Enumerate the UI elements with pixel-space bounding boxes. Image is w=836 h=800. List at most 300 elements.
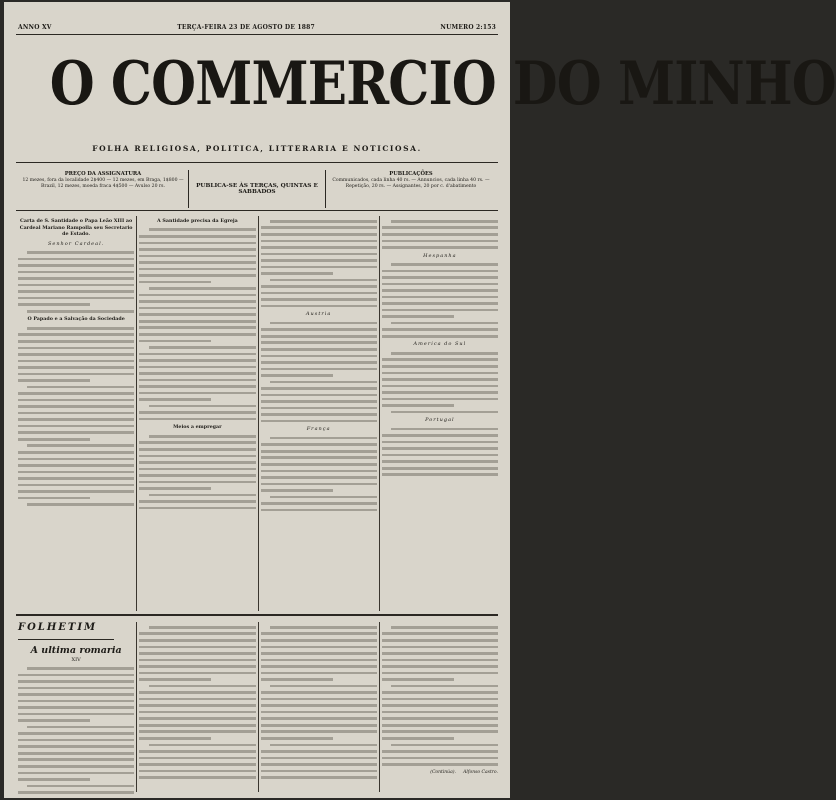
subscription-box xyxy=(18,170,188,208)
feuilleton-column-2 xyxy=(139,622,255,792)
text-line xyxy=(149,228,256,231)
text-line xyxy=(139,307,255,310)
text-line xyxy=(261,711,377,714)
column-1-text-2 xyxy=(18,327,134,506)
text-line xyxy=(149,685,256,688)
text-line xyxy=(270,220,377,223)
text-line xyxy=(261,502,377,505)
text-line xyxy=(139,268,255,271)
text-line xyxy=(18,418,134,421)
masthead-title: O COMMERCIO DO MINHO xyxy=(49,49,836,119)
header-rule-top xyxy=(16,34,498,35)
text-line xyxy=(18,765,134,768)
text-line xyxy=(270,685,377,688)
text-line xyxy=(261,272,333,275)
text-line xyxy=(261,737,333,740)
text-line xyxy=(261,476,377,479)
text-line xyxy=(261,361,377,364)
feuilleton-text-3 xyxy=(261,626,377,779)
feuilleton-columns xyxy=(18,622,498,792)
text-line xyxy=(391,626,498,629)
text-line xyxy=(18,680,134,683)
text-line xyxy=(261,678,333,681)
feuilleton-rule xyxy=(16,614,498,616)
text-line xyxy=(261,285,377,288)
feuilleton-chapter: XIV xyxy=(71,656,81,663)
text-line xyxy=(382,632,498,635)
text-line xyxy=(382,473,498,476)
text-line xyxy=(139,281,211,284)
text-line xyxy=(139,698,255,701)
text-line xyxy=(382,270,498,273)
publications-text: Communicados, cada linha 40 rs. — Annuncios, cada linha 40 rs. — Repetição, 20 rs. — Assignantes, 20 por c. d'abatimento xyxy=(332,178,490,189)
text-line xyxy=(139,294,255,297)
text-line xyxy=(18,290,134,293)
text-line xyxy=(139,652,255,655)
column-3-section-2: França xyxy=(306,426,331,433)
text-line xyxy=(382,737,454,740)
text-line xyxy=(261,253,377,256)
text-line xyxy=(18,360,134,363)
text-line xyxy=(382,698,498,701)
text-line xyxy=(382,724,498,727)
column-4-section-1: Hespanha xyxy=(423,252,457,259)
subscription-text: 12 mezes, fora da localidade 2$400 — 12 mezes, em Braga, 1$800 — Brazil, 12 mezes, moeda fraca 4$500 — Avulso 20 rs. xyxy=(22,178,184,189)
text-line xyxy=(139,757,255,760)
column-3-text-3 xyxy=(261,437,377,511)
text-line xyxy=(382,365,498,368)
text-line xyxy=(261,463,377,466)
text-line xyxy=(18,706,134,709)
text-line xyxy=(18,458,134,461)
text-line xyxy=(261,328,377,331)
text-line xyxy=(139,441,255,444)
text-line xyxy=(139,248,255,251)
text-line xyxy=(261,335,377,338)
text-line xyxy=(382,441,498,444)
text-line xyxy=(270,496,377,499)
top-line xyxy=(18,24,496,31)
text-line xyxy=(261,374,333,377)
text-line xyxy=(261,483,377,486)
text-line xyxy=(139,750,255,753)
text-line xyxy=(139,366,255,369)
issue-date: TERÇA-FEIRA 23 DE AGOSTO DE 1887 xyxy=(177,24,315,31)
text-line xyxy=(18,739,134,742)
text-line xyxy=(382,296,498,299)
text-line xyxy=(391,263,498,266)
text-line xyxy=(18,464,134,467)
text-line xyxy=(139,313,255,316)
text-line xyxy=(391,411,498,414)
text-line xyxy=(18,772,134,775)
text-line xyxy=(18,713,134,716)
text-line xyxy=(139,461,255,464)
text-line xyxy=(18,297,134,300)
text-line xyxy=(139,678,211,681)
text-line xyxy=(382,391,498,394)
text-line xyxy=(261,665,377,668)
text-line xyxy=(261,233,377,236)
text-line xyxy=(139,418,255,421)
text-line xyxy=(27,251,134,254)
text-line xyxy=(139,340,211,343)
text-line xyxy=(139,242,255,245)
text-line xyxy=(139,261,255,264)
text-line xyxy=(382,335,498,338)
text-line xyxy=(270,437,377,440)
text-line xyxy=(18,745,134,748)
text-line xyxy=(261,730,377,733)
text-line xyxy=(18,674,134,677)
publications-heading: PUBLICAÇÕES xyxy=(389,171,433,177)
text-line xyxy=(18,271,134,274)
feuilleton-column-1 xyxy=(18,622,134,792)
text-line xyxy=(261,420,377,423)
text-line xyxy=(391,744,498,747)
text-line xyxy=(139,398,211,401)
issue-number: NUMERO 2:153 xyxy=(440,24,496,31)
text-line xyxy=(139,507,255,510)
text-line xyxy=(139,737,211,740)
text-line xyxy=(139,691,255,694)
text-line xyxy=(139,474,255,477)
column-4-text-3 xyxy=(382,352,498,413)
text-line xyxy=(149,287,256,290)
text-line xyxy=(391,322,498,325)
text-line xyxy=(261,259,377,262)
feuilleton-column-3 xyxy=(261,622,377,792)
text-line xyxy=(139,326,255,329)
column-4-text-2 xyxy=(382,263,498,337)
text-line xyxy=(382,711,498,714)
column-4 xyxy=(382,216,498,611)
text-line xyxy=(18,258,134,261)
text-line xyxy=(382,283,498,286)
text-line xyxy=(18,700,134,703)
text-line xyxy=(382,404,454,407)
text-line xyxy=(18,490,134,493)
text-line xyxy=(139,359,255,362)
text-line xyxy=(18,451,134,454)
newspaper-page xyxy=(4,2,836,798)
text-line xyxy=(139,235,255,238)
text-line xyxy=(261,348,377,351)
text-line xyxy=(261,757,377,760)
text-line xyxy=(18,379,90,382)
text-line xyxy=(18,791,134,794)
column-4-text-4 xyxy=(382,428,498,476)
text-line xyxy=(261,456,377,459)
text-line xyxy=(261,355,377,358)
text-line xyxy=(382,672,498,675)
text-line xyxy=(261,450,377,453)
text-line xyxy=(149,405,256,408)
text-line xyxy=(18,392,134,395)
text-line xyxy=(18,693,134,696)
text-line xyxy=(18,366,134,369)
text-line xyxy=(18,732,134,735)
text-line xyxy=(18,264,134,267)
text-line xyxy=(261,691,377,694)
text-line xyxy=(382,328,498,331)
text-line xyxy=(139,320,255,323)
text-line xyxy=(391,685,498,688)
text-line xyxy=(18,752,134,755)
text-line xyxy=(391,428,498,431)
text-line xyxy=(261,672,377,675)
column-4-section-2: America do Sul xyxy=(413,341,467,348)
text-line xyxy=(382,704,498,707)
text-line xyxy=(261,226,377,229)
text-line xyxy=(139,724,255,727)
text-line xyxy=(382,665,498,668)
text-line xyxy=(382,717,498,720)
feuilleton-closing: (Continúa). xyxy=(430,769,456,775)
text-line xyxy=(18,471,134,474)
text-line xyxy=(382,454,498,457)
text-line xyxy=(261,776,377,779)
text-line xyxy=(382,730,498,733)
column-4-text xyxy=(382,220,498,249)
text-line xyxy=(139,481,255,484)
text-line xyxy=(391,352,498,355)
issue-year: ANNO XV xyxy=(18,24,52,31)
text-line xyxy=(261,763,377,766)
text-line xyxy=(261,394,377,397)
text-line xyxy=(382,691,498,694)
text-line xyxy=(382,226,498,229)
text-line xyxy=(27,503,134,506)
text-line xyxy=(382,639,498,642)
feuilleton-author: Alfonso Castro. xyxy=(463,769,498,775)
text-line xyxy=(261,632,377,635)
text-line xyxy=(18,284,134,287)
subscription-heading: PREÇO DA ASSIGNATURA xyxy=(64,171,142,177)
text-line xyxy=(149,346,256,349)
text-line xyxy=(261,407,377,410)
feuilleton-signature xyxy=(382,770,498,777)
text-line xyxy=(139,776,255,779)
text-line xyxy=(382,358,498,361)
text-line xyxy=(139,379,255,382)
text-line xyxy=(18,497,90,500)
text-line xyxy=(382,302,498,305)
text-line xyxy=(261,341,377,344)
text-line xyxy=(139,717,255,720)
column-2-headline: A Santidade precisa da Egreja xyxy=(157,218,238,224)
text-line xyxy=(261,704,377,707)
text-line xyxy=(139,632,255,635)
feuilleton-text-2 xyxy=(139,626,255,779)
column-2-text xyxy=(139,228,255,420)
text-line xyxy=(261,470,377,473)
text-line xyxy=(261,292,377,295)
text-line xyxy=(261,489,333,492)
text-line xyxy=(139,646,255,649)
column-2-text-2 xyxy=(139,435,255,509)
text-line xyxy=(149,494,256,497)
text-line xyxy=(139,704,255,707)
text-line xyxy=(382,678,454,681)
text-line xyxy=(382,447,498,450)
text-line xyxy=(139,730,255,733)
text-line xyxy=(18,438,90,441)
text-line xyxy=(18,277,134,280)
column-1-text xyxy=(18,251,134,312)
text-line xyxy=(139,672,255,675)
text-line xyxy=(391,220,498,223)
text-line xyxy=(18,340,134,343)
text-line xyxy=(382,276,498,279)
text-line xyxy=(261,698,377,701)
text-line xyxy=(18,412,134,415)
text-line xyxy=(139,274,255,277)
text-line xyxy=(139,448,255,451)
text-line xyxy=(261,240,377,243)
feuilleton-title: A ultima romaria xyxy=(30,645,122,656)
text-line xyxy=(382,246,498,249)
text-line xyxy=(382,385,498,388)
publication-days: PUBLICA-SE ÀS TERÇAS, QUINTAS E SABBADOS xyxy=(188,170,326,208)
text-line xyxy=(261,305,377,308)
text-line xyxy=(382,240,498,243)
text-line xyxy=(270,381,377,384)
column-1-headline: Carta de S. Santidade o Papa Leão XIII ao Cardeal Mariano Rampolla seu Secretario de Estado. xyxy=(19,218,133,238)
text-line xyxy=(270,322,377,325)
text-line xyxy=(382,372,498,375)
text-line xyxy=(261,443,377,446)
text-line xyxy=(261,400,377,403)
text-line xyxy=(139,500,255,503)
text-line xyxy=(382,434,498,437)
text-line xyxy=(261,298,377,301)
column-4-section-3: Portugal xyxy=(425,417,455,424)
text-line xyxy=(139,255,255,258)
text-line xyxy=(270,626,377,629)
text-line xyxy=(261,387,377,390)
text-line xyxy=(149,435,256,438)
masthead-subtitle: FOLHA RELIGIOSA, POLITICA, LITTERARIA E NOTICIOSA. xyxy=(92,144,422,153)
text-line xyxy=(261,646,377,649)
text-line xyxy=(27,386,134,389)
text-line xyxy=(18,719,90,722)
column-2-section: Meios a empregar xyxy=(173,424,222,431)
info-bar xyxy=(18,170,496,208)
text-line xyxy=(139,468,255,471)
text-line xyxy=(382,315,454,318)
text-line xyxy=(382,289,498,292)
text-line xyxy=(261,652,377,655)
text-line xyxy=(382,467,498,470)
feuilleton-column-4 xyxy=(382,622,498,792)
header-rule-bottom xyxy=(16,210,498,211)
text-line xyxy=(139,770,255,773)
column-3-text-2 xyxy=(261,322,377,423)
text-line xyxy=(27,667,134,670)
feuilleton-text-1 xyxy=(18,667,134,794)
text-line xyxy=(27,327,134,330)
text-line xyxy=(18,431,134,434)
text-line xyxy=(270,279,377,282)
text-line xyxy=(382,652,498,655)
text-line xyxy=(382,460,498,463)
text-line xyxy=(149,744,256,747)
text-line xyxy=(261,717,377,720)
column-3-text xyxy=(261,220,377,308)
text-line xyxy=(261,750,377,753)
text-line xyxy=(139,487,211,490)
text-line xyxy=(139,385,255,388)
text-line xyxy=(382,659,498,662)
text-line xyxy=(139,639,255,642)
text-line xyxy=(18,425,134,428)
text-line xyxy=(261,266,377,269)
text-line xyxy=(139,353,255,356)
column-3 xyxy=(261,216,377,611)
column-1 xyxy=(18,216,134,611)
text-line xyxy=(382,750,498,753)
text-line xyxy=(18,373,134,376)
text-line xyxy=(139,372,255,375)
text-line xyxy=(382,378,498,381)
text-line xyxy=(27,726,134,729)
text-line xyxy=(261,246,377,249)
text-line xyxy=(261,724,377,727)
feuilleton-text-4 xyxy=(382,626,498,766)
text-line xyxy=(139,300,255,303)
article-columns xyxy=(18,216,498,611)
text-line xyxy=(139,659,255,662)
text-line xyxy=(18,353,134,356)
text-line xyxy=(139,763,255,766)
text-line xyxy=(261,368,377,371)
text-line xyxy=(261,509,377,512)
text-line xyxy=(261,413,377,416)
text-line xyxy=(261,639,377,642)
text-line xyxy=(18,477,134,480)
text-line xyxy=(139,392,255,395)
text-line xyxy=(18,687,134,690)
text-line xyxy=(18,347,134,350)
publications-box xyxy=(326,170,496,208)
text-line xyxy=(139,711,255,714)
text-line xyxy=(382,763,498,766)
column-2 xyxy=(139,216,255,611)
feuilleton-label: FOLHETIM xyxy=(18,622,114,640)
text-line xyxy=(27,310,134,313)
text-line xyxy=(261,659,377,662)
text-line xyxy=(139,455,255,458)
text-line xyxy=(139,665,255,668)
text-line xyxy=(382,309,498,312)
text-line xyxy=(18,778,90,781)
text-line xyxy=(18,399,134,402)
column-1-salutation: Senhor Cardeal. xyxy=(47,240,105,247)
text-line xyxy=(27,785,134,788)
text-line xyxy=(18,758,134,761)
column-3-section-1: Austria xyxy=(305,311,332,318)
text-line xyxy=(261,770,377,773)
column-1-section: O Papado e a Salvação da Sociedade xyxy=(27,316,125,323)
text-line xyxy=(382,233,498,236)
text-line xyxy=(18,484,134,487)
text-line xyxy=(18,333,134,336)
text-line xyxy=(382,398,498,401)
text-line xyxy=(27,444,134,447)
text-line xyxy=(382,646,498,649)
text-line xyxy=(270,744,377,747)
